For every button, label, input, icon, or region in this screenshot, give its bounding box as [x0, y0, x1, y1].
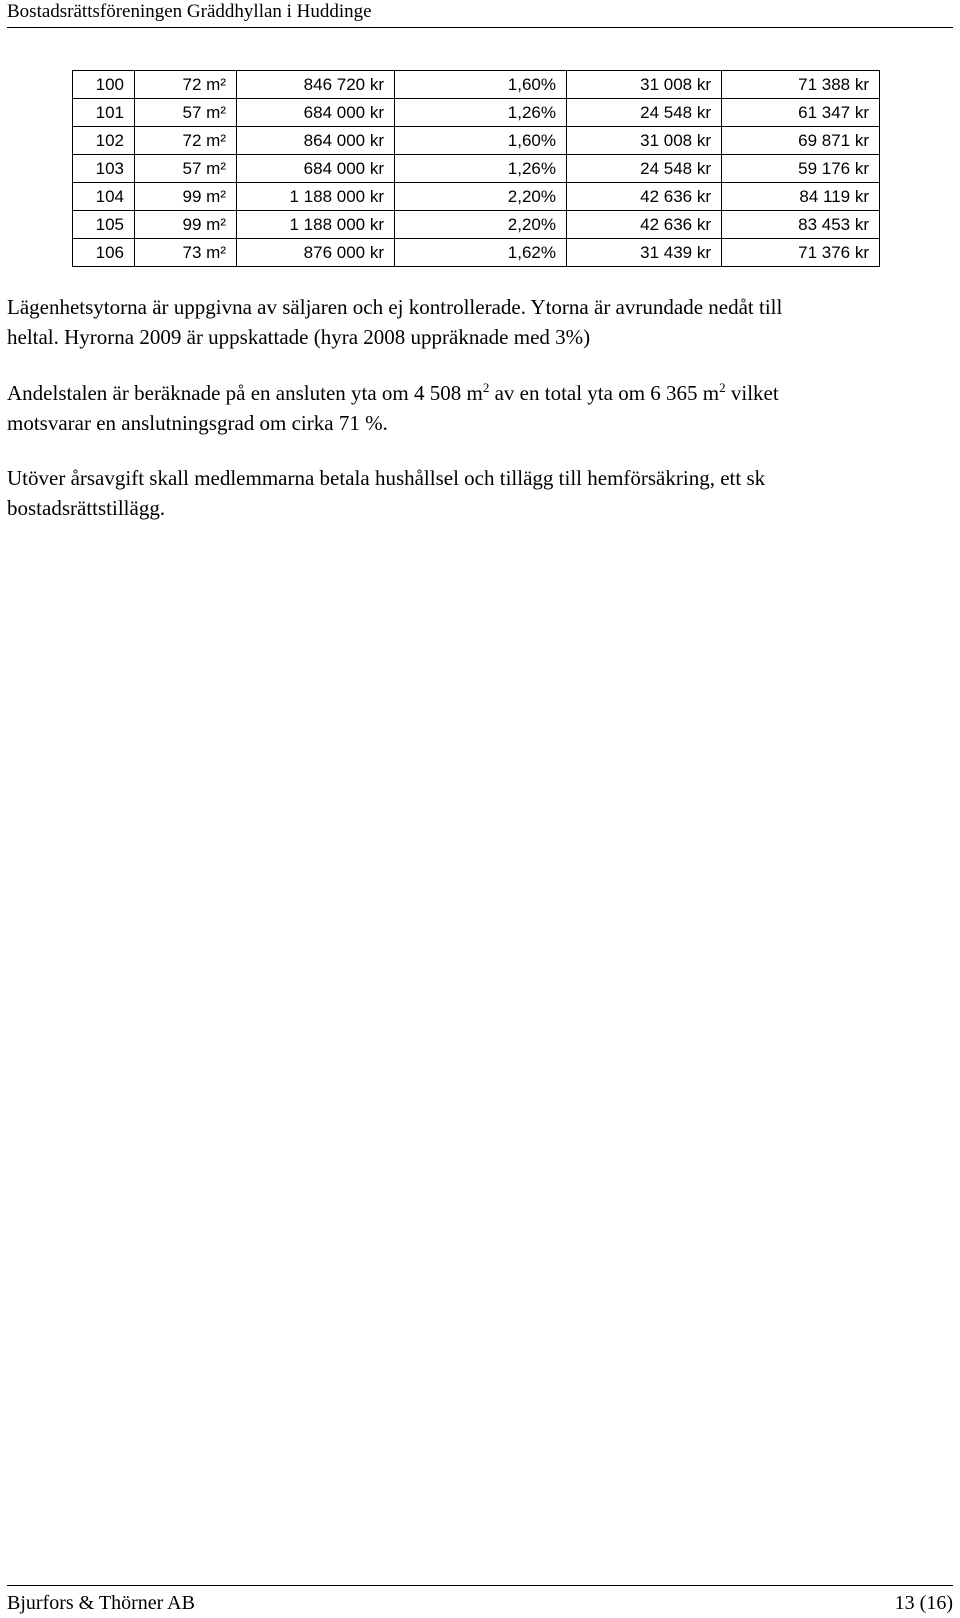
table-cell: 2,20%: [395, 211, 567, 239]
page-header: [7, 0, 953, 28]
table-cell: 1,62%: [395, 239, 567, 267]
table-cell: 1 188 000 kr: [237, 211, 395, 239]
table-cell: 83 453 kr: [722, 211, 880, 239]
table-cell: 100: [73, 71, 135, 99]
table-row: [73, 155, 880, 183]
table-cell: 73 m²: [135, 239, 237, 267]
table-cell: 1,60%: [395, 127, 567, 155]
table-cell: 72 m²: [135, 71, 237, 99]
table-cell: 1,60%: [395, 71, 567, 99]
table-cell: 61 347 kr: [722, 99, 880, 127]
table-cell: 2,20%: [395, 183, 567, 211]
table-cell: 31 439 kr: [567, 239, 722, 267]
table-cell: 69 871 kr: [722, 127, 880, 155]
table-cell: 24 548 kr: [567, 99, 722, 127]
table-cell: 684 000 kr: [237, 99, 395, 127]
table-cell: 1,26%: [395, 155, 567, 183]
table-cell: 72 m²: [135, 127, 237, 155]
table-cell: 1,26%: [395, 99, 567, 127]
table-cell: 684 000 kr: [237, 155, 395, 183]
table-row: [73, 99, 880, 127]
table-row: [73, 211, 880, 239]
paragraph-fee-note: Utöver årsavgift skall medlemmarna betala hushållsel och tillägg till hemförsäkring, ett sk bostadsrättstillägg.: [7, 466, 766, 520]
table-cell: 864 000 kr: [237, 127, 395, 155]
table-cell: 1 188 000 kr: [237, 183, 395, 211]
table-cell: 101: [73, 99, 135, 127]
table-cell: 104: [73, 183, 135, 211]
apartment-table: [72, 70, 880, 267]
table-cell: 102: [73, 127, 135, 155]
table-cell: 31 008 kr: [567, 71, 722, 99]
table-cell: 846 720 kr: [237, 71, 395, 99]
table-cell: 59 176 kr: [722, 155, 880, 183]
table-cell: 99 m²: [135, 183, 237, 211]
table-row: [73, 183, 880, 211]
table-cell: 57 m²: [135, 99, 237, 127]
table-cell: 105: [73, 211, 135, 239]
table-cell: 71 376 kr: [722, 239, 880, 267]
table-cell: 57 m²: [135, 155, 237, 183]
table-cell: 103: [73, 155, 135, 183]
table-cell: 71 388 kr: [722, 71, 880, 99]
document-title: Bostadsrättsföreningen Gräddhyllan i Huddinge: [7, 1, 372, 22]
table-cell: 42 636 kr: [567, 211, 722, 239]
table-cell: 106: [73, 239, 135, 267]
table-cell: 84 119 kr: [722, 183, 880, 211]
table-row: [73, 239, 880, 267]
footer-company: Bjurfors & Thörner AB: [7, 1592, 195, 1614]
table-cell: 42 636 kr: [567, 183, 722, 211]
table-cell: 876 000 kr: [237, 239, 395, 267]
page-footer: [7, 1585, 953, 1616]
apartment-table-body: [73, 71, 880, 267]
footer-page-number: 13 (16): [894, 1592, 953, 1614]
table-row: [73, 127, 880, 155]
table-row: [73, 71, 880, 99]
table-cell: 31 008 kr: [567, 127, 722, 155]
paragraph-share-note: Andelstalen är beräknade på en ansluten yta om 4 508 $m^2$ av en total yta om 6 365 $m^2$ vilket motsvarar en anslutningsgrad om cirka 71 %.: [7, 380, 779, 435]
paragraph-area-note: Lägenhetsytorna är uppgivna av säljaren och ej kontrollerade. Ytorna är avrundade nedåt till heltal. Hyrorna 2009 är uppskattade (hyra 2008 uppräknade med 3%): [7, 295, 783, 349]
table-cell: 99 m²: [135, 211, 237, 239]
table-cell: 24 548 kr: [567, 155, 722, 183]
